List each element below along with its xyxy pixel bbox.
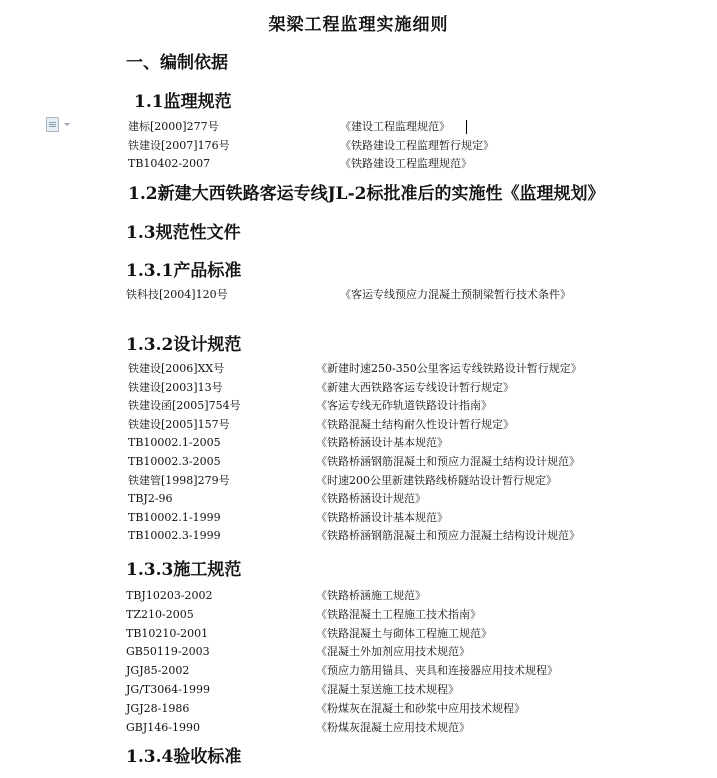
reference-title: 《时速200公里新建铁路线桥隧站设计暂行规定》 <box>316 473 557 487</box>
reference-code: 铁建设[2005]157号 <box>128 417 230 431</box>
reference-code: 建标[2000]277号 <box>128 120 219 133</box>
reference-code: TB10210-2001 <box>126 626 209 640</box>
reference-code: GB50119-2003 <box>126 645 210 659</box>
reference-code: TB10002.3-2005 <box>128 455 221 468</box>
chevron-down-icon[interactable] <box>64 123 70 126</box>
reference-code: GBJ146-1990 <box>126 720 200 734</box>
heading-1-1: 1.1监理规范 <box>134 92 232 112</box>
reference-title: 《新建时速250-350公里客运专线铁路设计暂行规定》 <box>316 362 582 375</box>
document-icon[interactable] <box>46 117 59 132</box>
reference-title: 《预应力筋用锚具、夹具和连接器应用技术规程》 <box>316 664 558 678</box>
reference-code: 铁建设[2007]176号 <box>128 138 230 152</box>
reference-title: 《铁路桥涵设计基本规范》 <box>316 510 448 524</box>
text-cursor <box>466 120 467 134</box>
heading-1-3-2: 1.3.2设计规范 <box>126 335 242 355</box>
heading-section-1: 一、编制依据 <box>126 53 228 73</box>
reference-title: 《铁路建设工程监理暂行规定》 <box>340 138 494 152</box>
reference-code: TBJ2-96 <box>128 492 173 506</box>
reference-title: 《铁路混凝土与砌体工程施工规范》 <box>316 626 492 640</box>
heading-1-3-1: 1.3.1产品标准 <box>126 261 242 281</box>
reference-title: 《铁路桥涵钢筋混凝土和预应力混凝土结构设计规范》 <box>316 455 580 468</box>
reference-code: 铁建管[1998]279号 <box>128 473 230 487</box>
reference-code: 铁建设函[2005]754号 <box>128 399 241 413</box>
reference-code: JG/T3064-1999 <box>126 683 210 696</box>
heading-1-3: 1.3规范性文件 <box>126 223 241 243</box>
reference-code: TBJ10203-2002 <box>126 589 213 602</box>
reference-code: TB10402-2007 <box>128 157 211 170</box>
heading-1-3-4: 1.3.4验收标准 <box>126 747 242 767</box>
reference-title: 《铁路桥涵钢筋混凝土和预应力混凝土结构设计规范》 <box>316 529 580 543</box>
reference-code: 铁建设[2003]13号 <box>128 380 223 394</box>
reference-code: TZ210-2005 <box>126 607 194 621</box>
reference-title: 《粉煤灰在混凝土和砂浆中应用技术规程》 <box>316 701 525 715</box>
document-title: 架梁工程监理实施细则 <box>268 15 449 35</box>
reference-code: 铁科技[2004]120号 <box>126 288 228 301</box>
reference-title: 《铁路桥涵设计基本规范》 <box>316 436 448 450</box>
reference-title: 《铁路建设工程监理规范》 <box>340 157 472 170</box>
reference-title: 《铁路桥涵施工规范》 <box>316 589 426 602</box>
heading-1-3-3: 1.3.3施工规范 <box>126 560 242 580</box>
reference-title: 《粉煤灰混凝土应用技术规范》 <box>316 720 470 734</box>
reference-code: TB10002.3-1999 <box>128 529 221 543</box>
reference-title: 《混凝土泵送施工技术规程》 <box>316 683 459 696</box>
reference-code: JGJ28-1986 <box>126 701 190 715</box>
reference-title: 《铁路混凝土结构耐久性设计暂行规定》 <box>316 417 514 431</box>
heading-1-2: 1.2新建大西铁路客运专线JL-2标批准后的实施性《监理规划》 <box>128 184 605 204</box>
reference-title: 《建设工程监理规范》 <box>340 120 450 133</box>
reference-title: 《混凝土外加剂应用技术规范》 <box>316 645 470 659</box>
reference-title: 《新建大西铁路客运专线设计暂行规定》 <box>316 380 514 394</box>
reference-title: 《铁路混凝土工程施工技术指南》 <box>316 607 481 621</box>
reference-code: TB10002.1-1999 <box>128 510 221 524</box>
reference-code: JGJ85-2002 <box>126 664 190 678</box>
reference-code: TB10002.1-2005 <box>128 436 221 450</box>
reference-title: 《客运专线预应力混凝土预制梁暂行技术条件》 <box>340 288 571 301</box>
reference-code: 铁建设[2006]XX号 <box>128 362 225 375</box>
reference-title: 《客运专线无砟轨道铁路设计指南》 <box>316 399 492 413</box>
reference-title: 《铁路桥涵设计规范》 <box>316 492 426 506</box>
